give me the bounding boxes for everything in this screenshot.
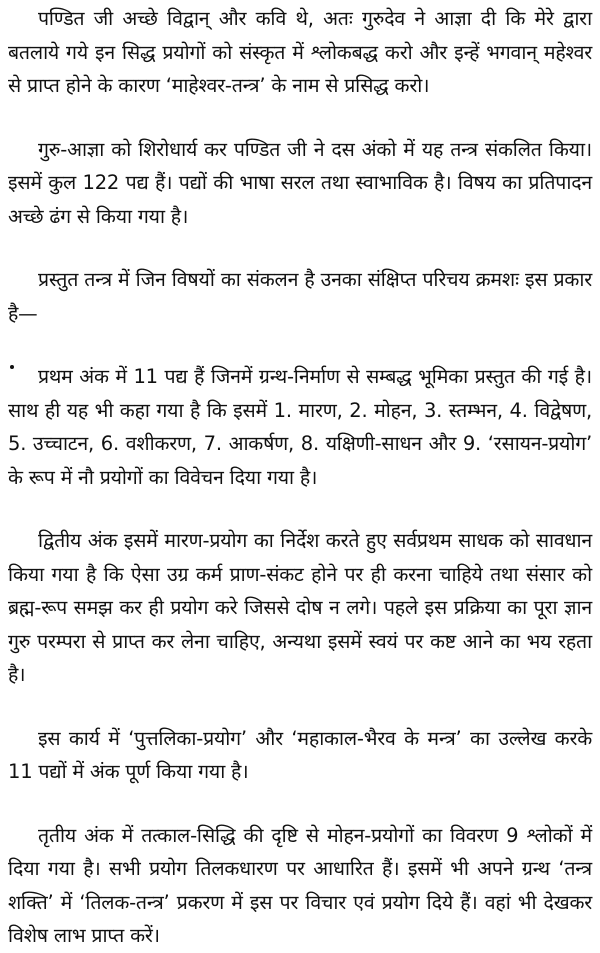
stray-dot-mark: [10, 365, 14, 369]
paragraph-gap: [8, 789, 592, 819]
paragraph-4: प्रथम अंक में 11 पद्य हैं जिनमें ग्रन्थ-निर्माण से सम्बद्ध भूमिका प्रस्तुत की गई है। साथ ही यह भी कहा गया है कि इसमें 1. मारण, 2. मोहन, 3. स्तम्भन, 4. विद्वेषण, 5. उच्चाटन, 6. वशीकरण, 7. आकर्षण, 8. यक्षिणी-साधन और 9. ‘रसायन-प्रयोग’ के रूप में नौ प्रयोगों का विवेचन दिया गया है।: [8, 365, 592, 489]
paragraph-7: तृतीय अंक में तत्काल-सिद्धि की दृष्टि से मोहन-प्रयोगों का विवरण 9 श्लोकों में दिया गया है। सभी प्रयोग तिलकधारण पर आधारित हैं। इसमें भी अपने ग्रन्थ ‘तन्त्र शक्ति’ में ‘तिलक-तन्त्र’ प्रकरण में इस पर विचार एवं प्रयोग दिये हैं। वहां भी देखकर विशेष लाभ प्राप्त करें।: [8, 823, 592, 947]
paragraph-gap: [8, 692, 592, 722]
paragraph-2: गुरु-आज्ञा को शिरोधार्य कर पण्डित जी ने दस अंको में यह तन्त्र संकलित किया। इसमें कुल 122 पद्य हैं। पद्यों की भाषा सरल तथा स्वाभाविक है। विषय का प्रतिपादन अच्छे ढंग से किया गया है।: [8, 137, 592, 228]
paragraph-gap: [8, 233, 592, 263]
paragraph-1: पण्डित जी अच्छे विद्वान् और कवि थे, अतः गुरुदेव ने आज्ञा दी कि मेरे द्वारा बतलाये गये इन सिद्ध प्रयोगों को संस्कृत में श्लोकबद्ध करो और इन्हें भगवान् महेश्वर से प्राप्त होने के कारण ‘माहेश्वर-तन्त्र’ के नाम से प्रसिद्ध करो।: [8, 7, 592, 97]
paragraph-gap: [8, 103, 592, 133]
paragraph-5: द्वितीय अंक इसमें मारण-प्रयोग का निर्देश करते हुए सर्वप्रथम साधक को सावधान किया गया है कि ऐसा उग्र कर्म प्राण-संकट होने पर ही करना चाहिये तथा संसार को ब्रह्म-रूप समझ कर ही प्रयोग करे जिससे दोष न लगे। पहले इस प्रक्रिया का पूरा ज्ञान गुरु परम्परा से प्राप्त कर लेना चाहिए, अन्यथा इसमें स्वयं पर कष्ट आने का भय रहता है।: [8, 529, 592, 686]
paragraph-gap: [8, 330, 592, 360]
paragraph-gap: [8, 494, 592, 524]
paragraph-3: प्रस्तुत तन्त्र में जिन विषयों का संकलन है उनका संक्षिप्त परिचय क्रमशः इस प्रकार है—: [8, 268, 592, 325]
paragraph-6: इस कार्य में ‘पुत्तलिका-प्रयोग’ और ‘महाकाल-भैरव के मन्त्र’ का उल्लेख करके 11 पद्यों में अंक पूर्ण किया गया है।: [8, 726, 592, 783]
